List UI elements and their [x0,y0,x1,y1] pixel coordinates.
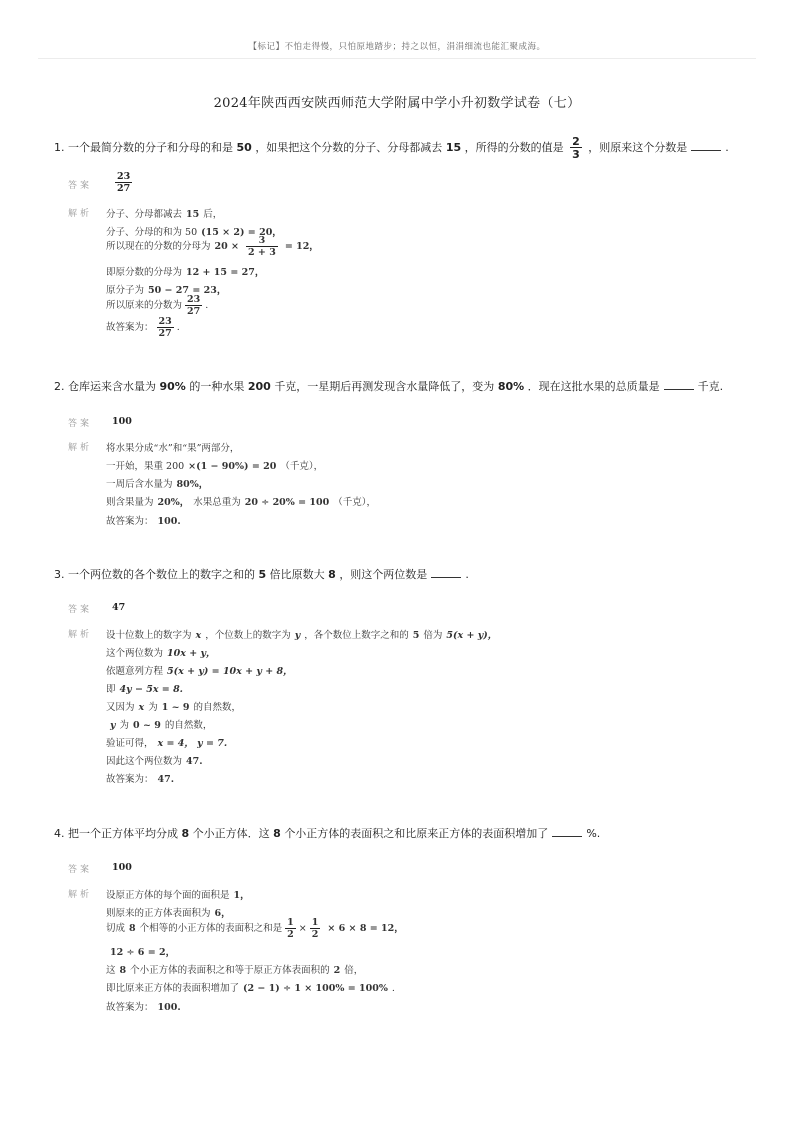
q4-s5-math-2: 2 [333,965,341,976]
q3-s8-math: 47. [186,756,203,767]
q3-s2-text: 这个两位数为 [106,648,164,659]
q1-s6-text: 所以原来的分数为 [106,300,183,311]
q2-answer-label: 答案 [68,419,93,429]
question-2 [54,378,723,394]
q4-step-3 [106,918,408,939]
question-3 [54,566,469,582]
q1-s2-math: (15 × 2) = 20， [201,227,282,238]
q4-s5-text-c: 倍， [344,965,364,976]
q4-text-c: 个小正方体的表面积之和比原来正方体的表面积增加了 [284,827,549,840]
q3-answer-blank [431,567,461,578]
q4-s5-text-b: 个小正方体的表面积之和等于原正方体表面积的 [130,965,330,976]
q3-s1-text-b: ，个位数上的数字为 [205,630,291,641]
q2-number-3: 80% [497,380,525,393]
q2-s4-math: 20%， [157,497,190,508]
q3-s6-math-1: y [110,720,116,731]
q3-s1-text-c: ，各个数位上数字之和的 [304,630,409,641]
q3-step-4 [106,681,187,695]
q2-answer-blank [664,379,694,390]
q4-text-d: %. [586,827,601,840]
q4-s3-frac1-numerator: 1 [287,917,294,928]
q1-step-6 [106,295,208,316]
q2-s4-math-2: 20 ÷ 20% = 100 [244,497,330,508]
q4-s3-frac2-numerator: 1 [311,917,319,928]
q3-s9-math: 47. [157,774,175,785]
q1-s3-fraction [246,236,278,257]
q2-s2-text: 一开始，果重 200 [106,461,185,472]
q4-text-b: 个小正方体．这 [192,827,270,840]
q3-step-7 [106,735,231,749]
q3-answer-label: 答案 [68,605,93,615]
q4-s7-text: 故答案为： [106,1002,154,1013]
q1-analysis-label: 解析 [68,209,93,219]
q3-s1-math-3: 5 [412,630,420,641]
q3-s6-text-b: 的自然数， [164,720,213,731]
q3-s1-text-d: 倍为 [423,630,443,641]
q1-s2-text: 分子、分母的和为 50 [106,227,198,238]
q1-step-4 [106,264,268,278]
q4-step-2 [106,905,235,919]
q4-s2-text: 则原来的正方体表面积为 [106,908,211,919]
q3-step-1 [106,627,501,641]
q3-s9-text: 故答案为： [106,774,154,785]
q1-text-a: 1. 一个最简分数的分子和分母的和是 [54,141,233,154]
q2-s2-text-b: （千克）， [280,461,324,472]
q3-s5-text: 又因为 [106,702,135,713]
q3-s7-text: 验证可得， [106,738,154,749]
q1-answer-fraction [115,172,132,193]
q4-step-7 [106,999,185,1013]
q3-text-c: ，则这个两位数是 [339,568,428,581]
q4-s6-text-b: . [391,983,395,994]
q1-number-1: 50 [236,141,252,154]
q3-step-8 [106,753,207,767]
q1-s7-frac-numerator: 23 [158,316,172,327]
q1-s5-math: 50 − 27 = 23， [148,285,227,296]
q2-text-c: 千克，一星期后再测发现含水量降低了，变为 [274,380,495,393]
q4-s3-math-2: × 6 × 8 = 12， [327,923,404,934]
q4-s2-math: 6， [214,908,231,919]
q3-answer: 47 [112,602,126,613]
q3-step-9 [106,771,178,785]
q3-s5-text-b: 为 [148,702,158,713]
q3-text-b: 倍比原数大 [269,568,325,581]
q1-s7-text: 故答案为： [106,322,154,333]
q3-s1-text: 设十位数上的数字为 [106,630,192,641]
q2-number-2: 200 [247,380,271,393]
q1-s6-text-b: . [205,300,209,311]
q2-text-e: 千克. [697,380,724,393]
q1-s3-frac-denominator: 2 + 3 [248,246,276,258]
q3-step-3 [106,663,297,677]
q2-s3-math: 80%， [176,479,209,490]
q1-text-c: ，所得的分数的值是 [464,141,564,154]
q4-s6-text: 即比原来正方体的表面积增加了 [106,983,240,994]
q4-s3-frac2-denominator: 2 [311,928,319,940]
q1-step-5 [106,282,230,296]
q2-s4-text-b: 水果总重为 [193,497,241,508]
page-title: 2024年陕西西安陕西师范大学附属中学小升初数学试卷（七） [213,96,581,111]
q1-s5-text: 原分子为 [106,285,145,296]
q1-s3-frac-numerator: 3 [258,235,266,246]
q1-s4-text: 即原分数的分母为 [106,267,183,278]
q2-analysis-label: 解析 [68,443,93,453]
q3-s2-math: 10x + y， [167,648,216,659]
q2-s4-text-c: （千克）， [333,497,376,508]
q3-s7-math: x = 4， y = 7. [157,738,228,749]
q1-s7-fraction [157,317,174,338]
q4-s3-math-1: 8 [129,923,136,934]
q2-step-3 [106,476,212,490]
q4-s1-text: 设原正方体的每个面的面积是 [106,890,230,901]
q4-step-4 [106,944,179,958]
q1-s3-math-2: = 12， [284,241,319,252]
question-4 [54,825,600,841]
q4-s7-math: 100. [157,1002,181,1013]
q1-s1-math: 15 [186,209,200,220]
q3-text-d: . [465,568,469,581]
q1-number-2: 15 [445,141,462,154]
q1-step-7 [106,317,180,338]
q3-step-5 [106,699,241,713]
q2-step-1 [106,440,239,454]
q2-s2-math: ×(1 − 90%) = 20 [188,461,277,472]
header-divider [38,58,756,59]
header-note: 【标记】不怕走得慢，只怕原地踏步；持之以恒，涓涓细流也能汇聚成海。 [248,42,546,52]
q1-text-e: . [725,141,729,154]
q4-answer-blank [552,826,582,837]
q1-s7-frac-denominator: 27 [158,327,172,339]
q2-text-d: ．现在这批水果的总质量是 [527,380,660,393]
q3-s3-text: 依题意列方程 [106,666,164,677]
q1-frac-denominator: 3 [572,148,580,161]
q4-number-1: 8 [181,827,190,840]
q3-number-1: 5 [258,568,267,581]
q3-s1-math-4: 5(x + y)， [446,630,498,641]
q2-s1-text: 将水果分成“水”和“果”两部分， [106,443,240,454]
q1-answer [112,172,135,193]
q3-s5-text-c: 的自然数， [193,702,242,713]
q2-text-a: 2. 仓库运来含水量为 [54,380,156,393]
q3-s3-math: 5(x + y) = 10x + y + 8， [167,666,293,677]
q1-frac-numerator: 2 [572,135,580,148]
q1-step-3 [106,236,323,257]
q1-s6-fraction [185,295,202,316]
q3-s5-math-2: 1 ~ 9 [161,702,190,713]
q4-s5-math-1: 8 [119,965,127,976]
q4-answer-label: 答案 [68,865,93,875]
q1-s6-frac-numerator: 23 [187,294,201,305]
q3-text-a: 3. 一个两位数的各个数位上的数字之和的 [54,568,255,581]
q2-step-5 [106,513,185,527]
q3-s1-math-1: x [195,630,202,641]
q3-s6-math-2: 0 ~ 9 [133,720,161,731]
q1-fraction [570,136,582,160]
q1-text-d: ，则原来这个分数是 [588,141,688,154]
q3-s8-text: 因此这个两位数为 [106,756,183,767]
q4-s3-text-b: 个相等的小正方体的表面积之和是 [139,923,283,934]
q4-s4-math: 12 ÷ 6 = 2， [110,947,176,958]
q3-s4-math: 4y − 5x = 8. [119,684,183,695]
q4-s3-times: × [298,923,307,934]
q4-s3-fraction-2 [310,918,321,939]
q1-s6-frac-denominator: 27 [187,305,201,317]
q3-s4-text: 即 [106,684,116,695]
q1-s3-math-1: 20 × [214,241,240,252]
q1-s4-math: 12 + 15 = 27， [186,267,265,278]
q1-s3-text: 所以现在的分数的分母为 [106,241,211,252]
q1-s1-text-b: 后， [203,209,223,220]
q2-number-1: 90% [159,380,186,393]
q3-step-6 [106,717,212,731]
q1-s1-text: 分子、分母都减去 [106,209,183,220]
q1-answer-denominator: 27 [117,182,131,194]
q1-s7-text-b: . [176,322,180,333]
q4-s1-math: 1， [233,890,250,901]
q1-answer-label: 答案 [68,181,93,191]
question-1 [54,136,729,160]
q4-step-6 [106,980,395,994]
q4-step-1 [106,887,254,901]
q4-text-a: 4. 把一个正方体平均分成 [54,827,178,840]
q2-s3-text: 一周后含水量为 [106,479,173,490]
q2-text-b: 的一种水果 [189,380,245,393]
q4-s5-text: 这 [106,965,116,976]
q3-step-2 [106,645,220,659]
q1-text-b: ，如果把这个分数的分子、分母都减去 [255,141,443,154]
q3-number-2: 8 [328,568,336,581]
q4-analysis-label: 解析 [68,890,93,900]
q4-step-5 [106,962,363,976]
q2-step-2 [106,458,323,472]
q3-s1-math-2: y [294,630,301,641]
q2-answer: 100 [112,416,132,427]
q4-s6-math: (2 − 1) ÷ 1 × 100% = 100% [243,983,388,994]
q4-s3-frac1-denominator: 2 [287,928,294,940]
q4-s3-text: 切成 [106,923,126,934]
q2-s5-text: 故答案为： [106,516,154,527]
q2-s5-math: 100. [157,516,181,527]
q4-s3-fraction-1 [285,918,296,939]
q1-step-1 [106,206,222,220]
q1-answer-numerator: 23 [117,171,131,182]
q4-answer: 100 [112,862,132,873]
q3-s5-math-1: x [138,702,145,713]
q2-s4-text: 则含果量为 [106,497,154,508]
q4-number-2: 8 [273,827,281,840]
q1-answer-blank [691,140,721,151]
q3-s6-text: 为 [119,720,130,731]
q2-step-4 [106,494,376,508]
q3-analysis-label: 解析 [68,630,93,640]
